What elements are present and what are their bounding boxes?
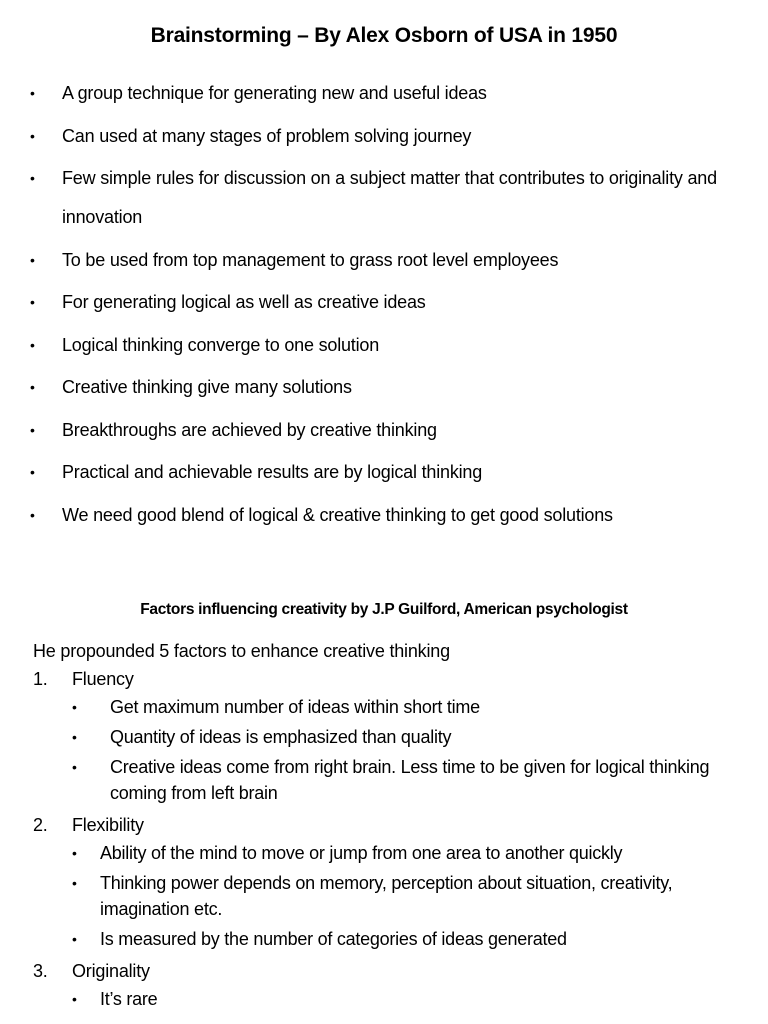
factor-name: Fluency	[72, 669, 134, 689]
factor-name: Originality	[72, 961, 150, 981]
factor-name: Flexibility	[72, 815, 144, 835]
section-intro: He propounded 5 factors to enhance creative thinking	[33, 641, 450, 661]
factor-point	[0, 840, 768, 866]
bullet-dot: •	[72, 759, 77, 775]
factor-point-text: Thinking power depends on memory, perception about situation, creativity, imagination etc.	[100, 873, 673, 919]
bullet-dot: •	[72, 729, 77, 745]
bullet-text: Few simple rules for discussion on a subject matter that contributes to originality and innovation	[62, 168, 717, 227]
bullet-dot: •	[30, 506, 35, 523]
factor-point-text: Quantity of ideas is emphasized than quality	[110, 727, 452, 747]
bullet-dot: •	[30, 170, 35, 186]
factor-point	[0, 724, 768, 750]
bullet-text: A group technique for generating new and useful ideas	[62, 83, 487, 103]
bullet-item	[0, 159, 768, 237]
bullet-dot: •	[72, 699, 77, 715]
bullet-dot: •	[30, 85, 35, 101]
factor-point	[0, 694, 768, 720]
guilford-factors-section	[0, 638, 768, 1016]
factor-point-text: It’s rare	[100, 989, 158, 1009]
factor-number: 1.	[33, 669, 48, 689]
bullet-item	[0, 368, 768, 407]
bullet-dot: •	[30, 127, 35, 144]
bullet-text: Practical and achievable results are by logical thinking	[62, 462, 483, 482]
factor-heading	[0, 664, 768, 694]
bullet-text: Logical thinking converge to one solution	[62, 334, 380, 355]
bullet-dot: •	[72, 875, 77, 891]
factor-point	[0, 926, 768, 952]
bullet-dot: •	[72, 931, 77, 947]
factor-originality	[0, 956, 768, 1012]
factor-point	[0, 870, 768, 922]
bullet-item	[0, 411, 768, 450]
bullet-text: To be used from top management to grass root level employees	[62, 249, 559, 270]
bullet-dot: •	[30, 294, 35, 310]
factor-heading	[0, 956, 768, 986]
factor-number: 2.	[33, 815, 48, 835]
factor-fluency	[0, 664, 768, 806]
section-heading: Factors influencing creativity by J.P Guilford, American psychologist	[140, 601, 628, 618]
bullet-text: For generating logical as well as creative ideas	[62, 292, 426, 312]
bullet-dot: •	[72, 845, 77, 861]
factor-points	[0, 840, 768, 952]
factor-point	[0, 986, 768, 1012]
factor-point-text: Creative ideas come from right brain. Less time to be given for logical thinking coming from left brain	[110, 757, 710, 803]
factor-point-text: Is measured by the number of categories of ideas generated	[100, 929, 567, 949]
bullet-dot: •	[30, 251, 35, 268]
bullet-item	[0, 117, 768, 156]
brainstorming-bullet-list	[0, 74, 768, 538]
bullet-item	[0, 496, 768, 535]
bullet-item	[0, 326, 768, 365]
factor-point	[0, 754, 768, 806]
factor-points	[0, 986, 768, 1012]
bullet-text: Can used at many stages of problem solving journey	[62, 125, 472, 146]
factor-point-text: Get maximum number of ideas within short time	[110, 697, 480, 717]
bullet-item	[0, 283, 768, 322]
bullet-item	[0, 453, 768, 492]
factor-points	[0, 694, 768, 806]
factor-heading	[0, 810, 768, 840]
factor-point-text: Ability of the mind to move or jump from one area to another quickly	[100, 843, 623, 863]
bullet-text: We need good blend of logical & creative thinking to get good solutions	[62, 504, 613, 525]
factor-number: 3.	[33, 961, 48, 981]
bullet-dot: •	[72, 991, 77, 1007]
bullet-text: Creative thinking give many solutions	[62, 377, 352, 397]
factor-flexibility	[0, 810, 768, 952]
page-title: Brainstorming – By Alex Osborn of USA in 1950	[150, 24, 618, 47]
bullet-dot: •	[30, 379, 35, 395]
bullet-text: Breakthroughs are achieved by creative thinking	[62, 419, 437, 440]
bullet-item	[0, 74, 768, 113]
bullet-dot: •	[30, 464, 35, 480]
bullet-dot: •	[30, 421, 35, 438]
bullet-item	[0, 241, 768, 280]
bullet-dot: •	[30, 336, 35, 353]
